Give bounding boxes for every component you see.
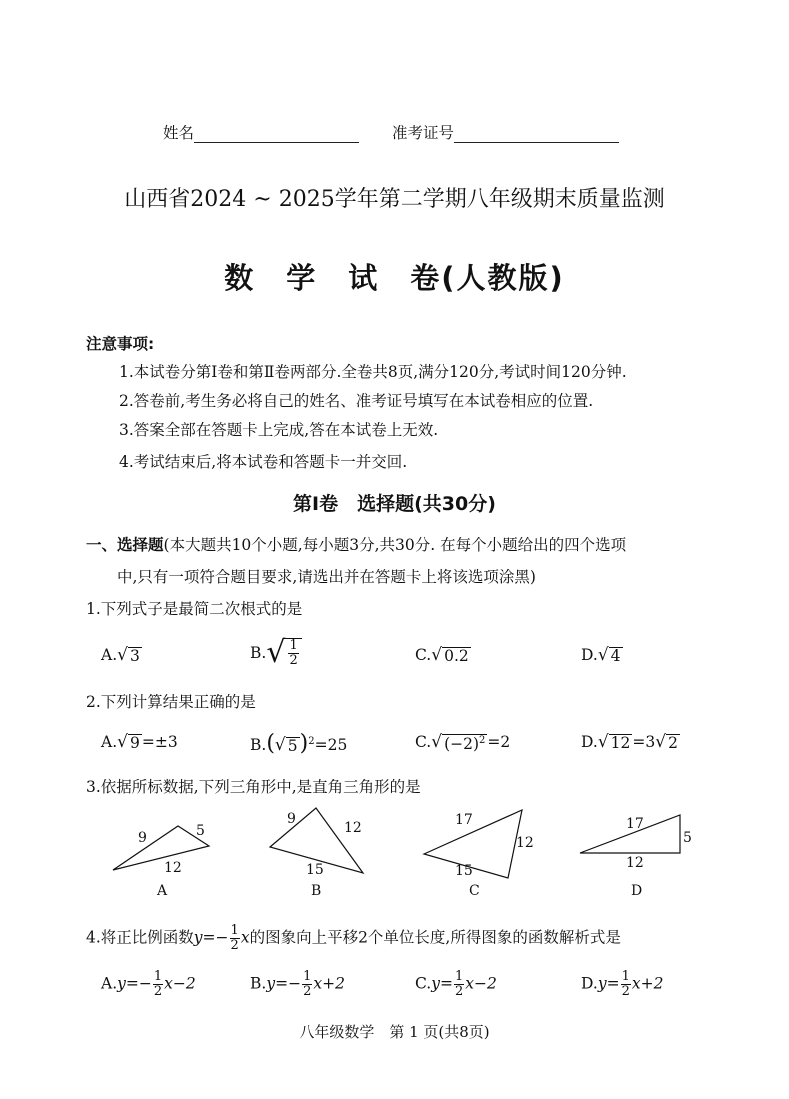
exam-title: 山西省2024 ~ 2025学年第二学期八年级期末质量监测 (124, 187, 665, 212)
q4-c-pre: y= (431, 974, 453, 993)
tri-d-label: D (631, 883, 643, 899)
q2-d-radicand-2: 2 (668, 734, 678, 752)
sqrt-symbol: √ 9 (117, 732, 140, 752)
q4-b-label: B. (250, 974, 267, 993)
tri-d-side-2: 5 (683, 830, 692, 846)
sqrt-symbol: √ 0.2 (431, 645, 469, 665)
page-footer: 八年级数学 第 1 页(共8页) (299, 1023, 490, 1041)
q4-d-pre: y= (597, 974, 620, 993)
q2-b-radicand: 5 (287, 737, 298, 755)
q1-d-value: 4 (610, 647, 621, 665)
tri-b-side-3: 15 (306, 862, 324, 878)
id-label: 准考证号 (392, 124, 455, 142)
q1-b-numerator: 1 (289, 638, 298, 653)
q1-option-a (101, 646, 142, 666)
q4-a-num: 1 (153, 969, 163, 984)
q4-b-fraction (302, 970, 312, 999)
tri-a-side-1: 9 (138, 830, 147, 846)
q4-d-label: D. (581, 974, 598, 993)
part1-desc-2: 中,只有一项符合题目要求,请选出并在答题卡上将该选项涂黑) (117, 568, 536, 586)
q4-d-post: x+2 (631, 974, 664, 993)
q4-a-den: 2 (153, 984, 163, 999)
q4-c-den: 2 (454, 984, 464, 999)
sqrt-symbol: √ $\frac{1}{2}$ (266, 638, 301, 668)
q4-a-fraction (153, 970, 163, 999)
sqrt-symbol: √ 3 (117, 645, 140, 665)
triangle-a (113, 826, 209, 870)
q1-c-value: 0.2 (444, 647, 469, 665)
q1-option-b (250, 635, 302, 670)
q4-d-den: 2 (621, 984, 630, 999)
q4-c-fraction (454, 970, 464, 999)
q4-a-post: x−2 (164, 974, 196, 993)
q4-c-label: C. (415, 974, 432, 993)
q2-stem: 2.下列计算结果正确的是 (86, 693, 256, 711)
note-item-3: 3.答案全部在答题卡上完成,答在本试卷上无效. (119, 421, 439, 439)
q2-b-exponent: 2 (308, 735, 315, 747)
q4-b-pre: y=− (266, 974, 302, 993)
q2-option-d (581, 733, 680, 753)
q4-stem-func: y=− (193, 928, 229, 947)
name-label: 姓名 (163, 124, 195, 142)
q4-b-den: 2 (303, 984, 312, 999)
q4-stem-pre: 4.将正比例函数 (86, 928, 194, 947)
tri-b-side-2: 12 (344, 820, 362, 836)
tri-c-side-2: 12 (516, 835, 534, 851)
q2-a-label: A. (101, 733, 118, 751)
id-field (392, 121, 619, 143)
q4-a-label: A. (101, 974, 118, 993)
q4-a-pre: y=− (117, 974, 152, 993)
q4-stem (86, 924, 621, 953)
q4-option-d (581, 970, 663, 999)
note-item-4: 4.考试结束后,将本试卷和答题卡一并交回. (119, 453, 408, 471)
q2-c-rest: =2 (487, 733, 511, 751)
sqrt-symbol: √ 5 (274, 735, 298, 755)
q2-option-a (101, 733, 178, 753)
id-blank (454, 142, 619, 143)
q2-d-label: D. (581, 733, 598, 751)
note-item-1: 1.本试卷分第Ⅰ卷和第Ⅱ卷两部分.全卷共8页,满分120分,考试时间120分钟. (119, 363, 627, 381)
q2-b-label: B. (250, 736, 267, 754)
q1-d-label: D. (581, 646, 598, 664)
tri-b-label: B (311, 883, 322, 899)
q3-stem: 3.依据所标数据,下列三角形中,是直角三角形的是 (86, 778, 421, 796)
tri-c-side-1: 17 (455, 812, 473, 828)
tri-c-label: C (469, 883, 480, 899)
q4-stem-x: x (240, 928, 250, 947)
tri-d-side-1: 17 (626, 816, 644, 832)
name-blank (194, 142, 359, 143)
tri-a-label: A (157, 883, 168, 899)
q1-c-label: C. (415, 646, 432, 664)
q2-option-c (415, 733, 510, 754)
q4-c-num: 1 (454, 969, 464, 984)
q2-a-rest: =±3 (141, 733, 178, 751)
q2-a-radicand: 9 (129, 734, 140, 752)
tri-b-side-1: 9 (287, 811, 296, 827)
subject-title: 数 学 试 卷(人教版) (224, 261, 565, 295)
q3-triangles-figure (0, 800, 789, 910)
q4-stem-fraction (230, 924, 240, 953)
name-field (163, 121, 359, 143)
q1-b-denominator: 2 (289, 653, 298, 668)
tri-d-side-3: 12 (626, 855, 644, 871)
note-item-2: 2.答卷前,考生务必将自己的姓名、准考证号填写在本试卷相应的位置. (119, 392, 594, 410)
q1-a-value: 3 (129, 647, 140, 665)
notes-heading: 注意事项: (86, 335, 155, 353)
q4-stem-den: 2 (230, 938, 239, 953)
q4-option-b (250, 970, 345, 999)
section1-title: 第Ⅰ卷 选择题(共30分) (293, 493, 496, 515)
q4-c-post: x−2 (465, 974, 497, 993)
part1-line1 (86, 533, 626, 555)
tri-c-side-3: 15 (455, 863, 473, 879)
part1-label: 一、选择题 (86, 536, 164, 554)
sqrt-symbol: √ 12 (597, 732, 631, 752)
q2-c-radicand: (−2) (444, 735, 480, 754)
q1-b-label: B. (250, 644, 267, 662)
sqrt-symbol: √ 4 (597, 645, 621, 665)
q4-option-c (415, 970, 497, 999)
sqrt-symbol: √ 2 (655, 732, 678, 752)
q2-c-label: C. (415, 733, 432, 751)
tri-a-side-2: 5 (196, 823, 205, 839)
q1-option-d (581, 646, 623, 666)
q4-b-num: 1 (303, 969, 312, 984)
q4-d-num: 1 (621, 969, 630, 984)
q4-option-a (101, 970, 196, 999)
q1-a-label: A. (101, 646, 118, 664)
q1-option-c (415, 646, 471, 666)
q2-option-b: B.( √ 5 )$^2$=25 (250, 731, 348, 756)
q1-stem: 1.下列式子是最简二次根式的是 (86, 600, 303, 618)
q4-stem-num: 1 (230, 923, 239, 938)
q4-b-post: x+2 (313, 974, 345, 993)
q2-c-exponent: 2 (479, 735, 486, 746)
tri-a-side-3: 12 (164, 860, 182, 876)
part1-desc-1: (本大题共10个小题,每小题3分,共30分. 在每个小题给出的四个选项 (163, 536, 627, 554)
sqrt-symbol: √ $(-2)^2$ (431, 732, 486, 754)
q2-d-mid: =3 (632, 733, 656, 751)
q4-d-fraction (621, 970, 631, 999)
q2-b-rest: =25 (314, 736, 348, 754)
q4-stem-post: 的图象向上平移2个单位长度,所得图象的函数解析式是 (249, 928, 621, 947)
q2-d-radicand: 12 (610, 734, 631, 752)
triangle-c (424, 810, 522, 878)
